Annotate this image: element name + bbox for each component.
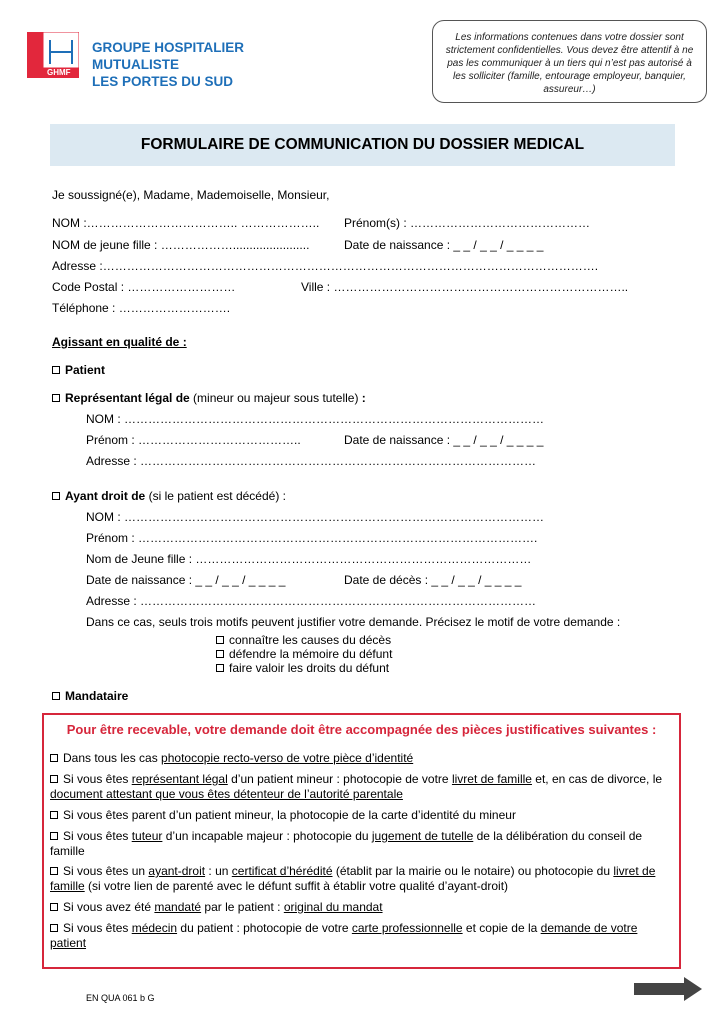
- checkbox-icon[interactable]: [216, 650, 224, 658]
- ad-date-deces-field[interactable]: Date de décès : _ _ / _ _ / _ _ _ _: [344, 573, 522, 587]
- rep-date-field[interactable]: Date de naissance : _ _ / _ _ / _ _ _ _: [344, 433, 544, 447]
- ad-nom-field[interactable]: NOM : ……………………………………………………………………………………………: [86, 510, 544, 524]
- motif-intro: Dans ce cas, seuls trois motifs peuvent justifier votre demande. Précisez le motif de votre demande :: [86, 615, 621, 629]
- checkbox-icon[interactable]: [50, 775, 58, 783]
- intro-text: Je soussigné(e), Madame, Mademoiselle, Monsieur,: [52, 188, 330, 202]
- req-text: Dans tous les cas: [63, 751, 162, 765]
- telephone-field[interactable]: Téléphone : ……………………….: [52, 301, 231, 315]
- representant-label: Représentant légal de: [65, 391, 190, 405]
- option-mandataire[interactable]: [52, 689, 128, 703]
- checkbox-icon[interactable]: [216, 636, 224, 644]
- representant-colon: :: [361, 391, 366, 405]
- logo-text: GHMF: [47, 68, 71, 77]
- nom-field[interactable]: NOM :……………………………….. ………………..: [52, 216, 320, 230]
- req-doc: original du mandat: [283, 900, 383, 914]
- rep-prenom-field[interactable]: Prénom : …………………………………..: [86, 433, 301, 447]
- req-text: par le patient :: [201, 900, 284, 914]
- req-text: Si vous êtes: [63, 829, 132, 843]
- req-text: Si vous avez été: [63, 900, 155, 914]
- ad-adresse-field[interactable]: Adresse : ………………………………………………………………………………………: [86, 594, 537, 608]
- ayant-droit-detail: (si le patient est décédé) :: [145, 489, 286, 503]
- checkbox-icon[interactable]: [50, 754, 58, 762]
- form-title: FORMULAIRE DE COMMUNICATION DU DOSSIER MEDICAL: [50, 124, 675, 166]
- option-representant[interactable]: [52, 391, 366, 405]
- ad-date-naissance-field[interactable]: Date de naissance : _ _ / _ _ / _ _ _ _: [86, 573, 286, 587]
- req-text: Si vous êtes un: [63, 864, 149, 878]
- checkbox-icon[interactable]: [50, 832, 58, 840]
- motif-option[interactable]: [216, 647, 392, 661]
- req-doc: mandaté: [154, 900, 202, 914]
- requirement-item: [50, 900, 675, 915]
- option-patient[interactable]: [52, 363, 105, 377]
- req-doc: livret de famille: [451, 772, 532, 786]
- adresse-field[interactable]: Adresse :…………………………………………………………………………………………………………….: [52, 259, 599, 273]
- motif-option[interactable]: [216, 633, 391, 647]
- document-code: EN QUA 061 b G: [86, 993, 155, 1003]
- req-text: de la délibération du conseil de famille: [50, 829, 643, 858]
- date-naissance-field[interactable]: Date de naissance : _ _ / _ _ / _ _ _ _: [344, 238, 544, 252]
- requirement-item: [50, 864, 675, 894]
- req-text: et copie de la: [462, 921, 541, 935]
- req-doc: certificat d’hérédité: [231, 864, 333, 878]
- req-doc: demande de votre patient: [50, 921, 638, 950]
- checkbox-icon[interactable]: [52, 366, 60, 374]
- checkbox-icon[interactable]: [52, 394, 60, 402]
- ghmf-logo: [27, 32, 79, 78]
- organization-name: [92, 39, 244, 90]
- req-doc: photocopie recto-verso de votre pièce d’identité: [161, 751, 414, 765]
- req-doc: carte professionnelle: [351, 921, 463, 935]
- req-text: Si vous êtes: [63, 772, 132, 786]
- req-text: du patient : photocopie de votre: [177, 921, 352, 935]
- checkbox-icon[interactable]: [50, 924, 58, 932]
- req-text: d’un patient mineur : photocopie de votre: [227, 772, 452, 786]
- checkbox-icon[interactable]: [52, 492, 60, 500]
- checkbox-icon[interactable]: [216, 664, 224, 672]
- checkbox-icon[interactable]: [50, 867, 58, 875]
- next-page-arrow-icon[interactable]: [634, 977, 704, 1001]
- req-text: d’un incapable majeur : photocopie du: [162, 829, 372, 843]
- req-doc: tuteur: [131, 829, 163, 843]
- checkbox-icon[interactable]: [50, 903, 58, 911]
- requirement-item: [50, 808, 675, 823]
- confidentiality-notice: Les informations contenues dans votre dossier sont strictement confidentielles. Vous devez être attentif à ne pas les communiquer à un tiers qui n’est pas autorisé à les solliciter (famille, entourage employeur, banquier, assureur…): [432, 20, 707, 103]
- code-postal-field[interactable]: Code Postal : ………………………: [52, 280, 236, 294]
- req-text: (si votre lien de parenté avec le défunt suffit à établir votre qualité d’ayant-droit): [84, 879, 509, 893]
- requirement-item: [50, 921, 675, 951]
- req-text: (établit par la mairie ou le notaire) ou photocopie du: [332, 864, 614, 878]
- requirement-item: [50, 751, 675, 766]
- req-text: et, en cas de divorce, le: [531, 772, 663, 786]
- option-mandataire-label: Mandataire: [65, 689, 129, 703]
- org-line-1: GROUPE HOSPITALIER: [92, 40, 245, 55]
- option-ayant-droit[interactable]: [52, 489, 286, 503]
- prenom-field[interactable]: Prénom(s) : ………………………………………: [344, 216, 591, 230]
- requirement-item: [50, 772, 675, 802]
- checkbox-icon[interactable]: [50, 811, 58, 819]
- checkbox-icon[interactable]: [52, 692, 60, 700]
- option-patient-label: Patient: [65, 363, 106, 377]
- motif-label: défendre la mémoire du défunt: [229, 647, 393, 661]
- ad-prenom-field[interactable]: Prénom : ……………………………………………………………………………………….: [86, 531, 538, 545]
- representant-detail: (mineur ou majeur sous tutelle): [189, 391, 362, 405]
- req-text: Si vous êtes: [63, 921, 132, 935]
- req-doc: représentant légal: [131, 772, 228, 786]
- nom-jeune-fille-field[interactable]: NOM de jeune fille : ……………….......................: [52, 238, 310, 252]
- req-doc: médecin: [131, 921, 178, 935]
- rep-nom-field[interactable]: NOM : ……………………………………………………………………………………………: [86, 412, 544, 426]
- org-line-3: LES PORTES DU SUD: [92, 74, 234, 89]
- qualite-heading: Agissant en qualité de :: [52, 335, 187, 349]
- requirement-item: [50, 829, 675, 859]
- ville-field[interactable]: Ville : ………………………………………………………………..: [301, 280, 629, 294]
- rep-adresse-field[interactable]: Adresse : ………………………………………………………………………………………: [86, 454, 537, 468]
- motif-label: faire valoir les droits du défunt: [229, 661, 390, 675]
- motif-label: connaître les causes du décès: [229, 633, 392, 647]
- req-doc: document attestant que vous êtes détenteur de l’autorité parentale: [50, 787, 403, 801]
- motif-option[interactable]: [216, 661, 389, 675]
- req-doc: ayant-droit: [148, 864, 206, 878]
- org-line-2: MUTUALISTE: [92, 57, 179, 72]
- req-text: : un: [205, 864, 232, 878]
- req-text: Si vous êtes parent d’un patient mineur, la photocopie de la carte d’identité du mineur: [63, 808, 516, 822]
- ad-nom-jf-field[interactable]: Nom de Jeune fille : …………………………………………………………………………: [86, 552, 532, 566]
- req-doc: jugement de tutelle: [371, 829, 474, 843]
- required-documents-title: Pour être recevable, votre demande doit être accompagnée des pièces justificatives suivantes :: [66, 722, 657, 737]
- req-doc: livret de famille: [50, 864, 656, 893]
- ayant-droit-label: Ayant droit de: [65, 489, 146, 503]
